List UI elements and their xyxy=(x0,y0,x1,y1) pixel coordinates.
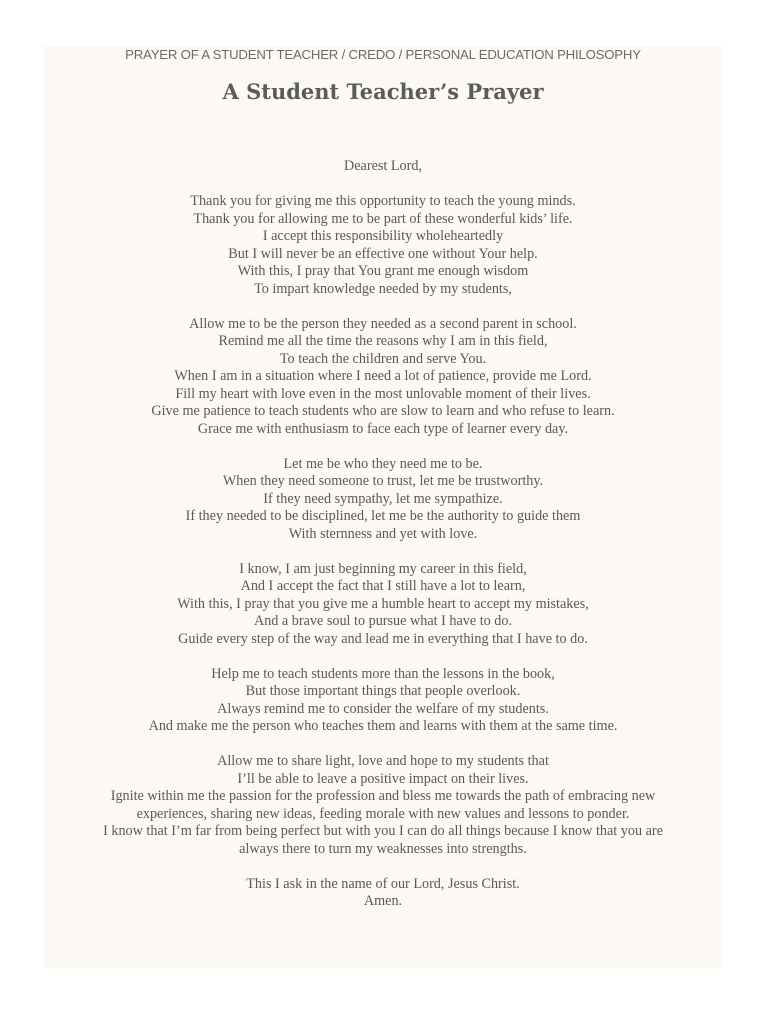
prayer-body xyxy=(44,158,722,911)
poem-line: I’ll be able to leave a positive impact on their lives. xyxy=(237,770,529,787)
poem-line: Let me be who they need me to be. xyxy=(283,455,483,472)
poem-line: To teach the children and serve You. xyxy=(279,350,487,367)
poem-line: Remind me all the time the reasons why I am in this field, xyxy=(218,333,548,349)
poem-line: always there to turn my weaknesses into strengths. xyxy=(239,840,527,857)
poem-line: But those important things that people overlook. xyxy=(245,683,521,699)
poem-line: I know, I am just beginning my career in this field, xyxy=(239,560,527,577)
poem-line: Grace me with enthusiasm to face each type of learner every day. xyxy=(197,420,569,437)
salutation: Dearest Lord, xyxy=(344,158,422,174)
poem-line: Help me to teach students more than the lessons in the book, xyxy=(211,665,555,682)
poem-line: Thank you for giving me this opportunity to teach the young minds. xyxy=(190,193,576,209)
poem-line: To impart knowledge needed by my students, xyxy=(254,280,512,297)
poem-line: Fill my heart with love even in the most unlovable moment of their lives. xyxy=(175,385,591,402)
poem-line: Allow me to be the person they needed as a second parent in school. xyxy=(189,315,577,332)
poem-line: When they need someone to trust, let me be trustworthy. xyxy=(222,473,544,489)
poem-line: Guide every step of the way and lead me in everything that I have to do. xyxy=(178,630,588,647)
document-title: A Student Teacher’s Prayer xyxy=(222,79,544,104)
poem-line: Ignite within me the passion for the profession and bless me towards the path of embracing new xyxy=(110,788,656,804)
closing-amen: Amen. xyxy=(363,893,403,909)
document-page xyxy=(44,46,722,968)
poem-line: I accept this responsibility wholeheartedly xyxy=(262,228,504,244)
poem-line: Give me patience to teach students who are slow to learn and who refuse to learn. xyxy=(151,403,615,419)
poem-line: If they need sympathy, let me sympathize. xyxy=(263,490,503,507)
document-breadcrumb: PRAYER OF A STUDENT TEACHER / CREDO / PERSONAL EDUCATION PHILOSOPHY xyxy=(125,47,641,62)
poem-line: experiences, sharing new ideas, feeding morale with new values and lessons to ponder. xyxy=(136,805,630,822)
poem-line: When I am in a situation where I need a lot of patience, provide me Lord. xyxy=(174,368,592,384)
poem-line: If they needed to be disciplined, let me be the authority to guide them xyxy=(185,508,581,524)
poem-line: With sternness and yet with love. xyxy=(288,525,478,542)
poem-line: With this, I pray that You grant me enough wisdom xyxy=(237,263,529,279)
poem-line: And a brave soul to pursue what I have to do. xyxy=(253,613,513,629)
poem-line: And make me the person who teaches them and learns with them at the same time. xyxy=(148,718,618,734)
poem-line: And I accept the fact that I still have a lot to learn, xyxy=(240,578,526,594)
poem-line: But I will never be an effective one without Your help. xyxy=(228,245,538,262)
poem-line: Always remind me to consider the welfare of my students. xyxy=(217,700,549,717)
closing-line: This I ask in the name of our Lord, Jesus Christ. xyxy=(246,875,520,892)
poem-line: I know that I’m far from being perfect but with you I can do all things because I know that you are xyxy=(103,823,663,839)
poem-line: With this, I pray that you give me a humble heart to accept my mistakes, xyxy=(177,595,589,612)
poem-line: Allow me to share light, love and hope to my students that xyxy=(217,753,549,769)
poem-line: Thank you for allowing me to be part of these wonderful kids’ life. xyxy=(193,210,573,227)
